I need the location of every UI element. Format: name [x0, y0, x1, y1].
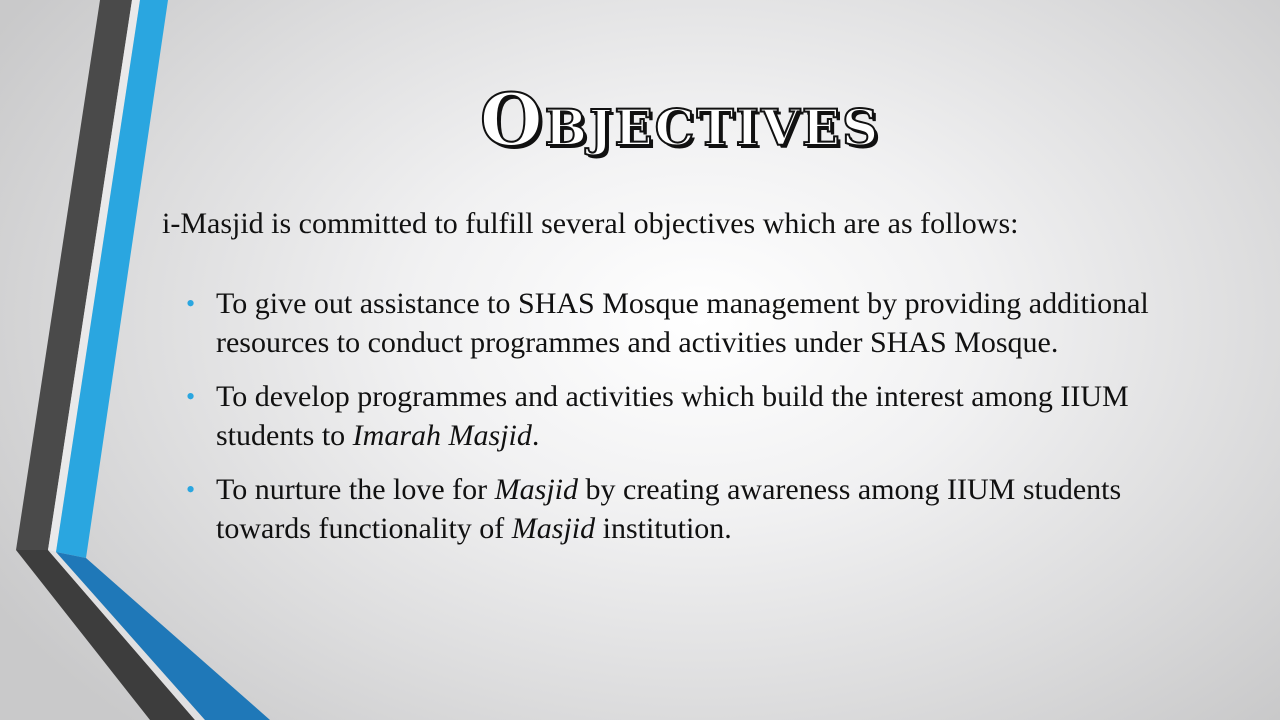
objective-text: by creating awareness among IIUM students towards functionality of — [216, 473, 1122, 545]
objective-item — [186, 377, 1196, 455]
bullet-dot-icon: • — [186, 382, 196, 411]
intro-text: i-Masjid is committed to fulfill several objectives which are as follows: — [162, 207, 1019, 240]
objective-item — [186, 470, 1196, 548]
objective-text: To give out assistance to SHAS Mosque management by providing additional resources to conduct programmes and activities under SHAS Mosque. — [216, 287, 1149, 359]
objective-emphasis: Masjid — [494, 473, 578, 506]
objective-text: . — [531, 419, 540, 452]
objective-emphasis: Masjid — [511, 512, 596, 545]
bullet-dot-icon: • — [186, 475, 196, 504]
objective-text: To develop programmes and activities which build the interest among IIUM students to — [216, 380, 1129, 452]
objective-text: To nurture the love for — [216, 473, 495, 506]
light-gap-lower — [48, 550, 205, 720]
objectives-list — [186, 284, 1196, 563]
bullet-dot-icon: • — [186, 289, 196, 318]
objective-text: institution. — [595, 512, 732, 545]
objective-item — [186, 284, 1196, 362]
slide-title: Objectives — [479, 77, 881, 162]
objective-emphasis: Imarah Masjid — [352, 419, 532, 452]
